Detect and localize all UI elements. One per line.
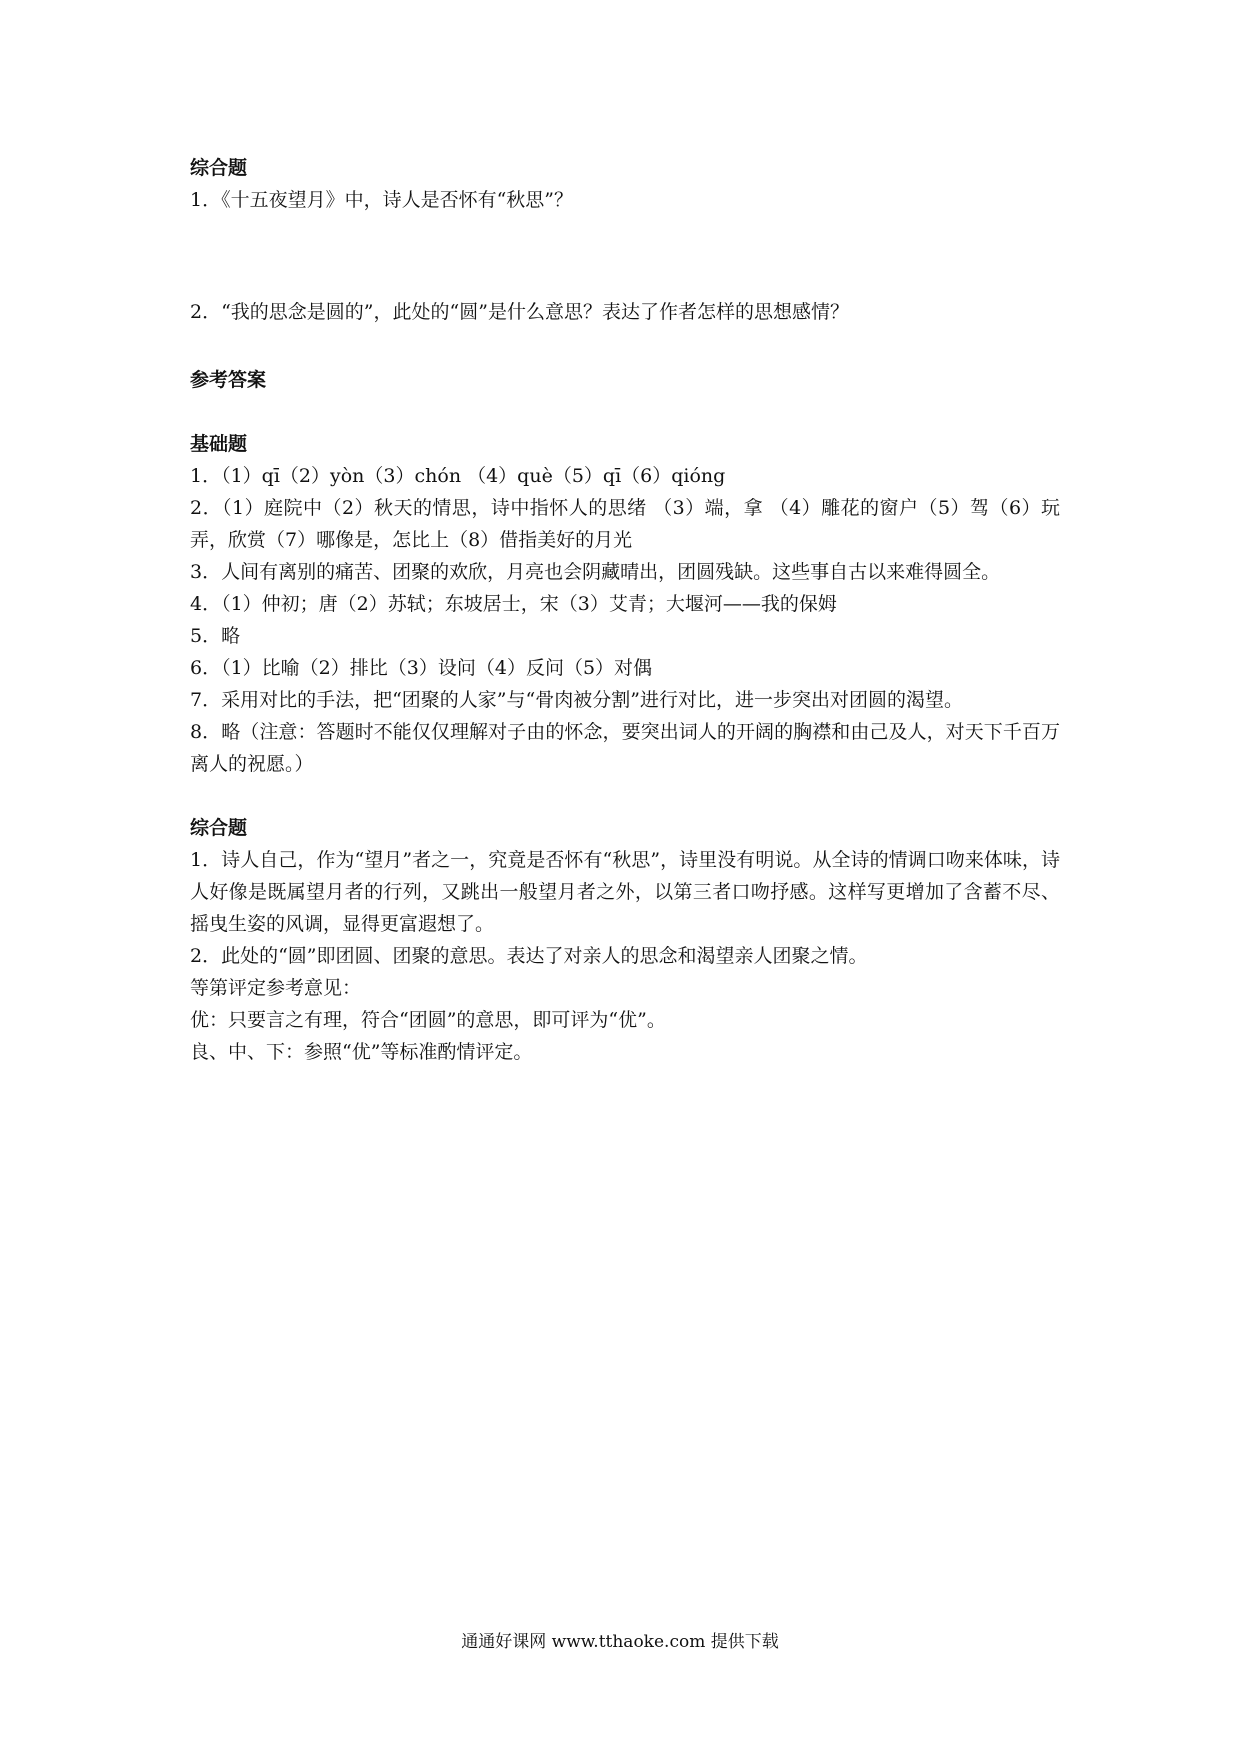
grading-note-title: 等第评定参考意见： xyxy=(190,977,362,999)
basic-answer-8: 8．略（注意：答题时不能仅仅理解对子由的怀念，要突出词人的开阔的胸襟和由己及人，对天下千百万离人的祝愿。） xyxy=(190,721,1060,775)
basic-answer-5: 5．略 xyxy=(190,625,241,647)
basic-answer-4: 4．（1）仲初；唐（2）苏轼；东坡居士，宋（3）艾青；大堰河——我的保姆 xyxy=(190,593,837,615)
basic-answer-7: 7．采用对比的手法，把“团聚的人家”与“骨肉被分割”进行对比，进一步突出对团圆的渴望。 xyxy=(190,689,963,711)
grading-note-excellent: 优：只要言之有理，符合“团圆”的意思，即可评为“优”。 xyxy=(190,1009,666,1031)
section-heading-comprehensive: 综合题 xyxy=(190,157,248,179)
basic-answer-6: 6．（1）比喻（2）排比（3）设问（4）反问（5）对偶 xyxy=(190,657,653,679)
question-2: 2．“我的思念是圆的”，此处的“圆”是什么意思？表达了作者怎样的思想感情？ xyxy=(190,301,849,323)
comprehensive-heading: 综合题 xyxy=(190,817,248,839)
document-body xyxy=(190,152,1060,1068)
page-footer: 通通好课网 www.tthaoke.com 提供下载 xyxy=(461,1632,779,1652)
basic-answer-2: 2．（1）庭院中（2）秋天的情思，诗中指怀人的思绪 （3）端，拿 （4）雕花的窗户（5）驾（6）玩弄，欣赏（7）哪像是，怎比上（8）借指美好的月光 xyxy=(190,497,1060,551)
comprehensive-answer-2: 2．此处的“圆”即团圆、团聚的意思。表达了对亲人的思念和渴望亲人团聚之情。 xyxy=(190,945,868,967)
basic-answer-3: 3．人间有离别的痛苦、团聚的欢欣，月亮也会阴藏晴出，团圆残缺。这些事自古以来难得圆全。 xyxy=(190,561,1001,583)
answers-heading: 参考答案 xyxy=(190,369,267,391)
basic-heading: 基础题 xyxy=(190,433,248,455)
answer-space xyxy=(190,216,1060,296)
basic-answer-1: 1．（1）qī（2）yòn（3）chón （4）què（5）qī（6）qióng xyxy=(190,465,726,487)
comprehensive-answer-1: 1．诗人自己，作为“望月”者之一，究竟是否怀有“秋思”，诗里没有明说。从全诗的情调口吻来体味，诗人好像是既属望月者的行列，又跳出一般望月者之外，以第三者口吻抒感。这样写更增加了含蓄不尽、摇曳生姿的风调，显得更富遐想了。 xyxy=(190,849,1060,935)
question-1: 1．《十五夜望月》中，诗人是否怀有“秋思”？ xyxy=(190,189,574,211)
grading-note-others: 良、中、下：参照“优”等标准酌情评定。 xyxy=(190,1041,533,1063)
